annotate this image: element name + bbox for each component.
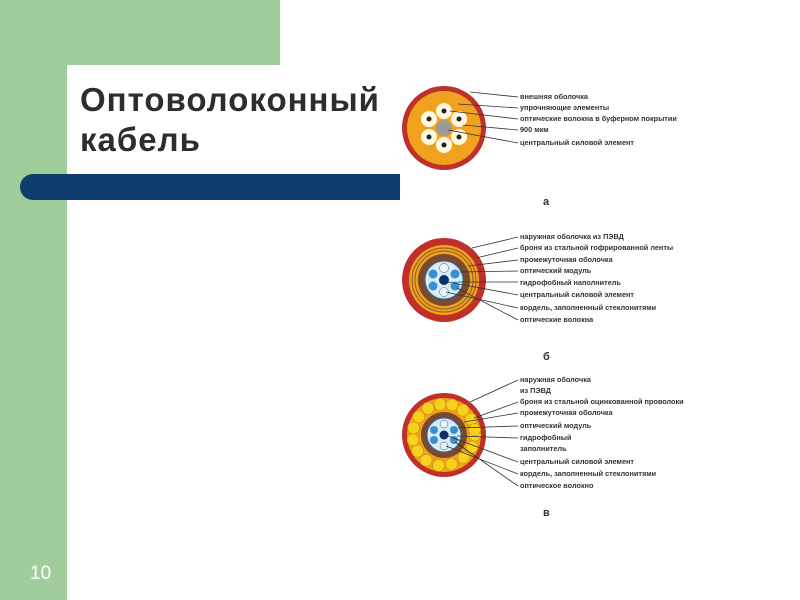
cable-c-central-member [440, 431, 449, 440]
cable-c-label: из ПЭВД [520, 386, 551, 395]
cable-c-label: наружная оболочка [520, 375, 591, 384]
cable-b-label: наружная оболочка из ПЭВД [520, 232, 624, 241]
cable-b-label: промежуточная оболочка [520, 255, 613, 264]
cable-a-label: внешняя оболочка [520, 92, 588, 101]
cable-c-label: промежуточная оболочка [520, 408, 613, 417]
cable-b-label: кордель, заполненный стеклонитями [520, 303, 657, 312]
cable-a-label: упрочняющие элементы [520, 103, 610, 112]
top-green-block [67, 0, 280, 65]
slide-title [80, 80, 380, 160]
cable-a [402, 86, 677, 208]
cable-c-label: оптическое волокно [520, 481, 594, 490]
cable-b-label: оптические волокна [520, 315, 594, 324]
cable-a-central-member [436, 120, 452, 136]
cable-c-caption: в [543, 507, 550, 519]
page-number: 10 [30, 563, 52, 584]
cable-c-label: центральный силовой элемент [520, 457, 634, 466]
cable-c-label: заполнитель [520, 444, 567, 453]
left-green-strip [0, 0, 67, 600]
cable-a-label: 900 мкм [520, 125, 549, 134]
cable-c-label: кордель, заполненный стеклонитями [520, 469, 657, 478]
cable-a-caption: а [543, 196, 550, 208]
cable-cross-section-diagram [400, 80, 720, 525]
title-underline-bar [20, 174, 400, 200]
cable-c-label: броня из стальной оцинкованной проволоки [520, 397, 684, 406]
cable-b-label: броня из стальной гофрированной ленты [520, 243, 674, 252]
cable-b-label: гидрофобный наполнитель [520, 278, 621, 287]
cable-b-central-member [439, 275, 449, 285]
cable-b-label: оптический модуль [520, 266, 592, 275]
cable-b-caption: б [543, 351, 550, 363]
title-line-1: Оптоволоконный [80, 81, 380, 118]
title-line-2: кабель [80, 121, 201, 158]
cable-c-label: оптический модуль [520, 421, 592, 430]
cable-a-label: оптические волокна в буферном покрытии [520, 114, 677, 123]
cable-b-label: центральный силовой элемент [520, 290, 634, 299]
cable-b [402, 232, 673, 363]
cable-c [402, 375, 684, 519]
cable-c-label: гидрофобный [520, 433, 572, 442]
cable-a-label: центральный силовой элемент [520, 138, 634, 147]
